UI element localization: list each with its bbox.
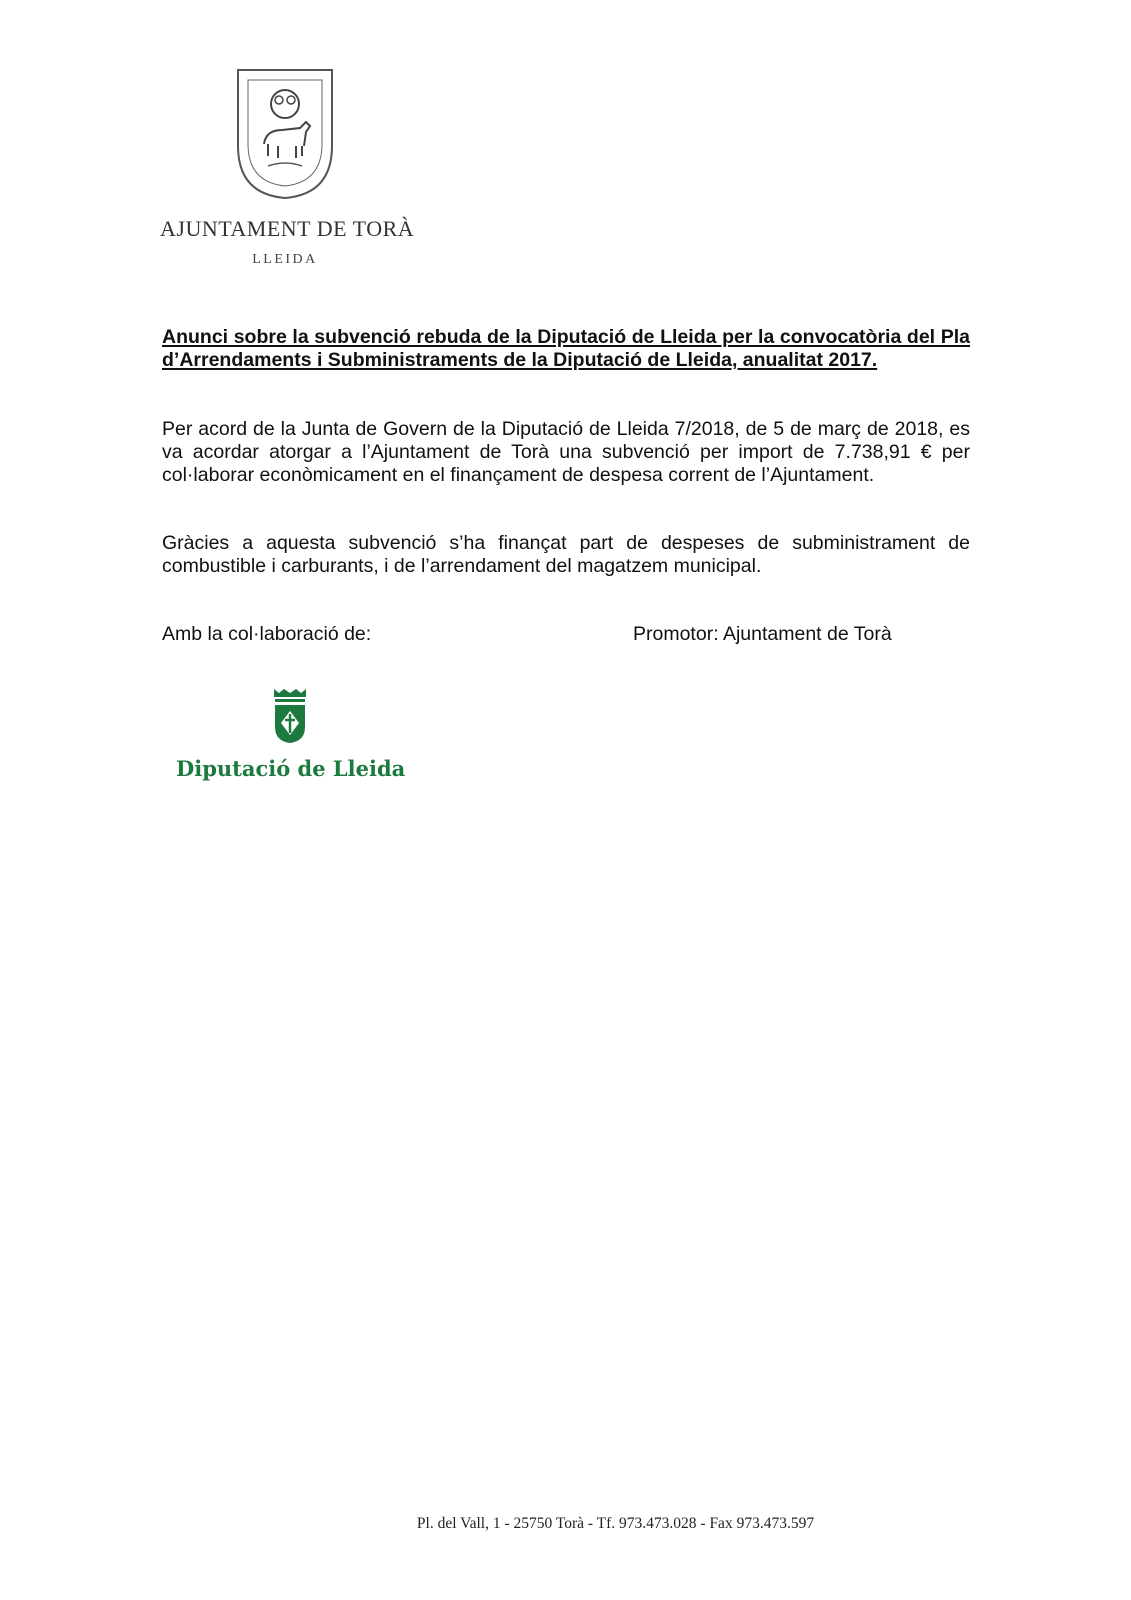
org-name: AJUNTAMENT DE TORÀ [160, 216, 415, 241]
collaboration-label: Amb la col·laboració de: [162, 623, 372, 645]
promoter-label: Promotor: Ajuntament de Torà [633, 623, 892, 645]
paragraph-grant-details: Per acord de la Junta de Govern de la Diputació de Lleida 7/2018, de 5 de març de 2018, es va acordar atorgar a l’Ajuntament de Torà una subvenció per import de 7.738,91 € per col·laborar econòmicament en el finançament de despesa corrent de l’Ajuntament. [162, 418, 970, 486]
footer-address: Pl. del Vall, 1 - 25750 Torà - Tf. 973.473.028 - Fax 973.473.597 [416, 1515, 815, 1532]
diputacio-crest-icon [271, 687, 309, 745]
town-crest-icon [234, 66, 336, 202]
paragraph-grant-usage: Gràcies a aquesta subvenció s’ha finançat part de despeses de subministrament de combustible i carburants, i de l’arrendament del magatzem municipal. [162, 532, 970, 577]
announcement-title: Anunci sobre la subvenció rebuda de la Diputació de Lleida per la convocatòria del Pla d’Arrendaments i Subministraments de la Diputació de Lleida, anualitat 2017. [162, 326, 970, 371]
sponsor-name: Diputació de Lleida [176, 756, 406, 781]
org-city: LLEIDA [252, 252, 318, 267]
